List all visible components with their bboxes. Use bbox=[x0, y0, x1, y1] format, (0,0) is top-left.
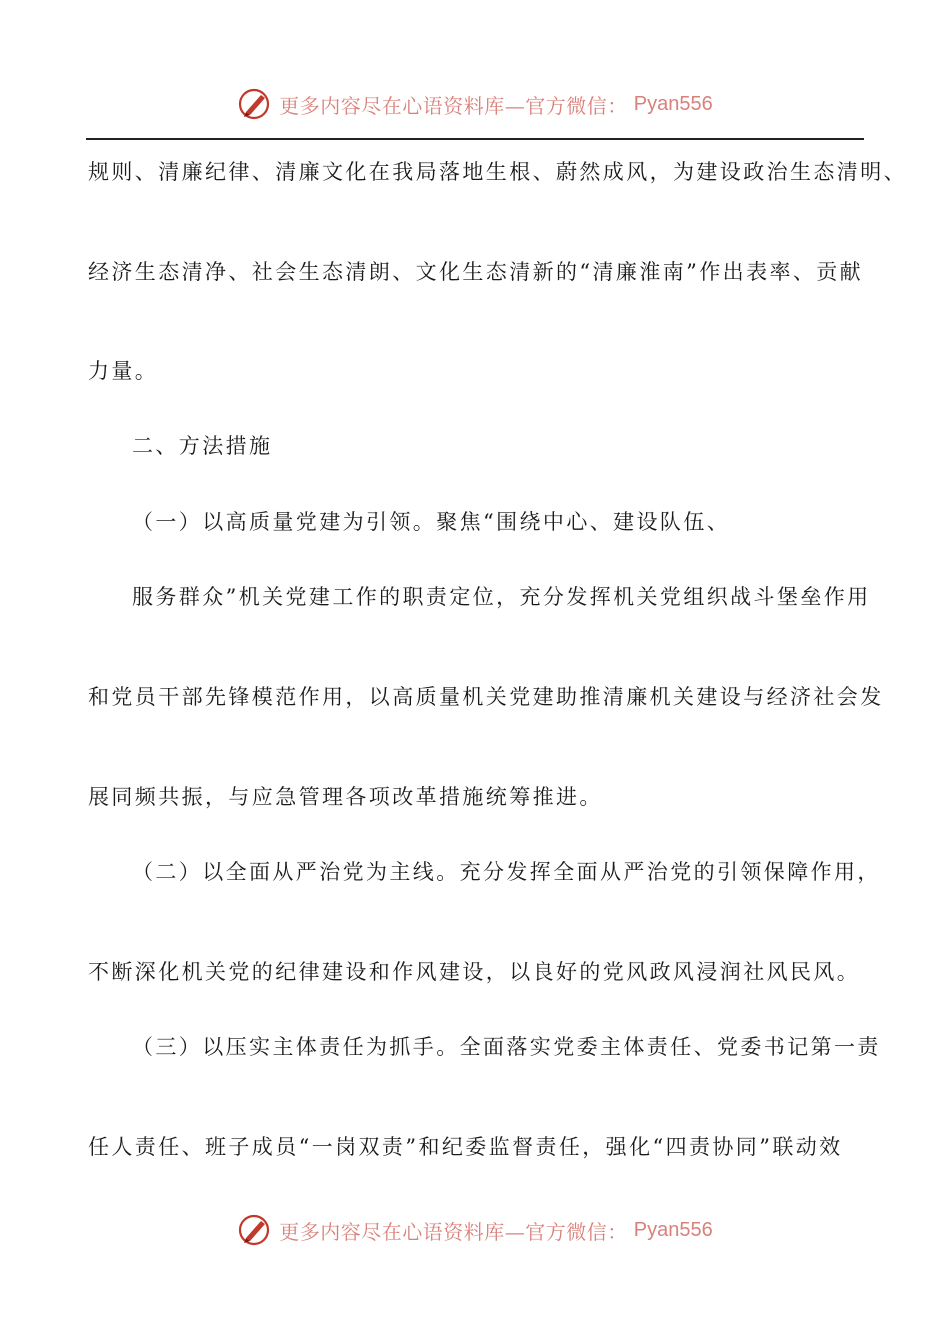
header-banner bbox=[0, 82, 950, 126]
body-line: 不断深化机关党的纪律建设和作风建设，以良好的党风政风浸润社风民风。 bbox=[88, 960, 861, 984]
body-line: （二）以全面从严治党为主线。充分发挥全面从严治党的引领保障作用， bbox=[132, 860, 881, 884]
banner-wechat-id: Pyan556 bbox=[633, 1218, 713, 1241]
pen-logo-icon bbox=[237, 1212, 273, 1248]
body-line: （三）以压实主体责任为抓手。全面落实党委主体责任、党委书记第一责 bbox=[132, 1035, 881, 1059]
body-line: 和党员干部先锋模范作用，以高质量机关党建助推清廉机关建设与经济社会发 bbox=[88, 685, 884, 709]
body-line: 规则、清廉纪律、清廉文化在我局落地生根、蔚然成风，为建设政治生态清明、 bbox=[88, 160, 907, 184]
body-line: 展同频共振，与应急管理各项改革措施统筹推进。 bbox=[88, 785, 603, 809]
body-line: （一）以高质量党建为引领。聚焦“围绕中心、建设队伍、 bbox=[132, 510, 731, 534]
body-line: 服务群众”机关党建工作的职责定位，充分发挥机关党组织战斗堡垒作用 bbox=[132, 585, 871, 609]
body-line: 力量。 bbox=[88, 359, 159, 383]
header-divider bbox=[86, 138, 864, 140]
section-heading: 二、方法措施 bbox=[132, 434, 273, 458]
body-line: 经济生态清净、社会生态清朗、文化生态清新的“清廉淮南”作出表率、贡献 bbox=[88, 260, 864, 284]
banner-wechat-id: Pyan556 bbox=[633, 92, 713, 115]
pen-logo-icon bbox=[237, 86, 273, 122]
footer-banner bbox=[0, 1208, 950, 1252]
banner-text: 更多内容尽在心语资料库—官方微信： bbox=[279, 93, 628, 118]
body-line: 任人责任、班子成员“一岗双责”和纪委监督责任，强化“四责协同”联动效 bbox=[88, 1135, 843, 1159]
banner-text: 更多内容尽在心语资料库—官方微信： bbox=[279, 1219, 628, 1244]
